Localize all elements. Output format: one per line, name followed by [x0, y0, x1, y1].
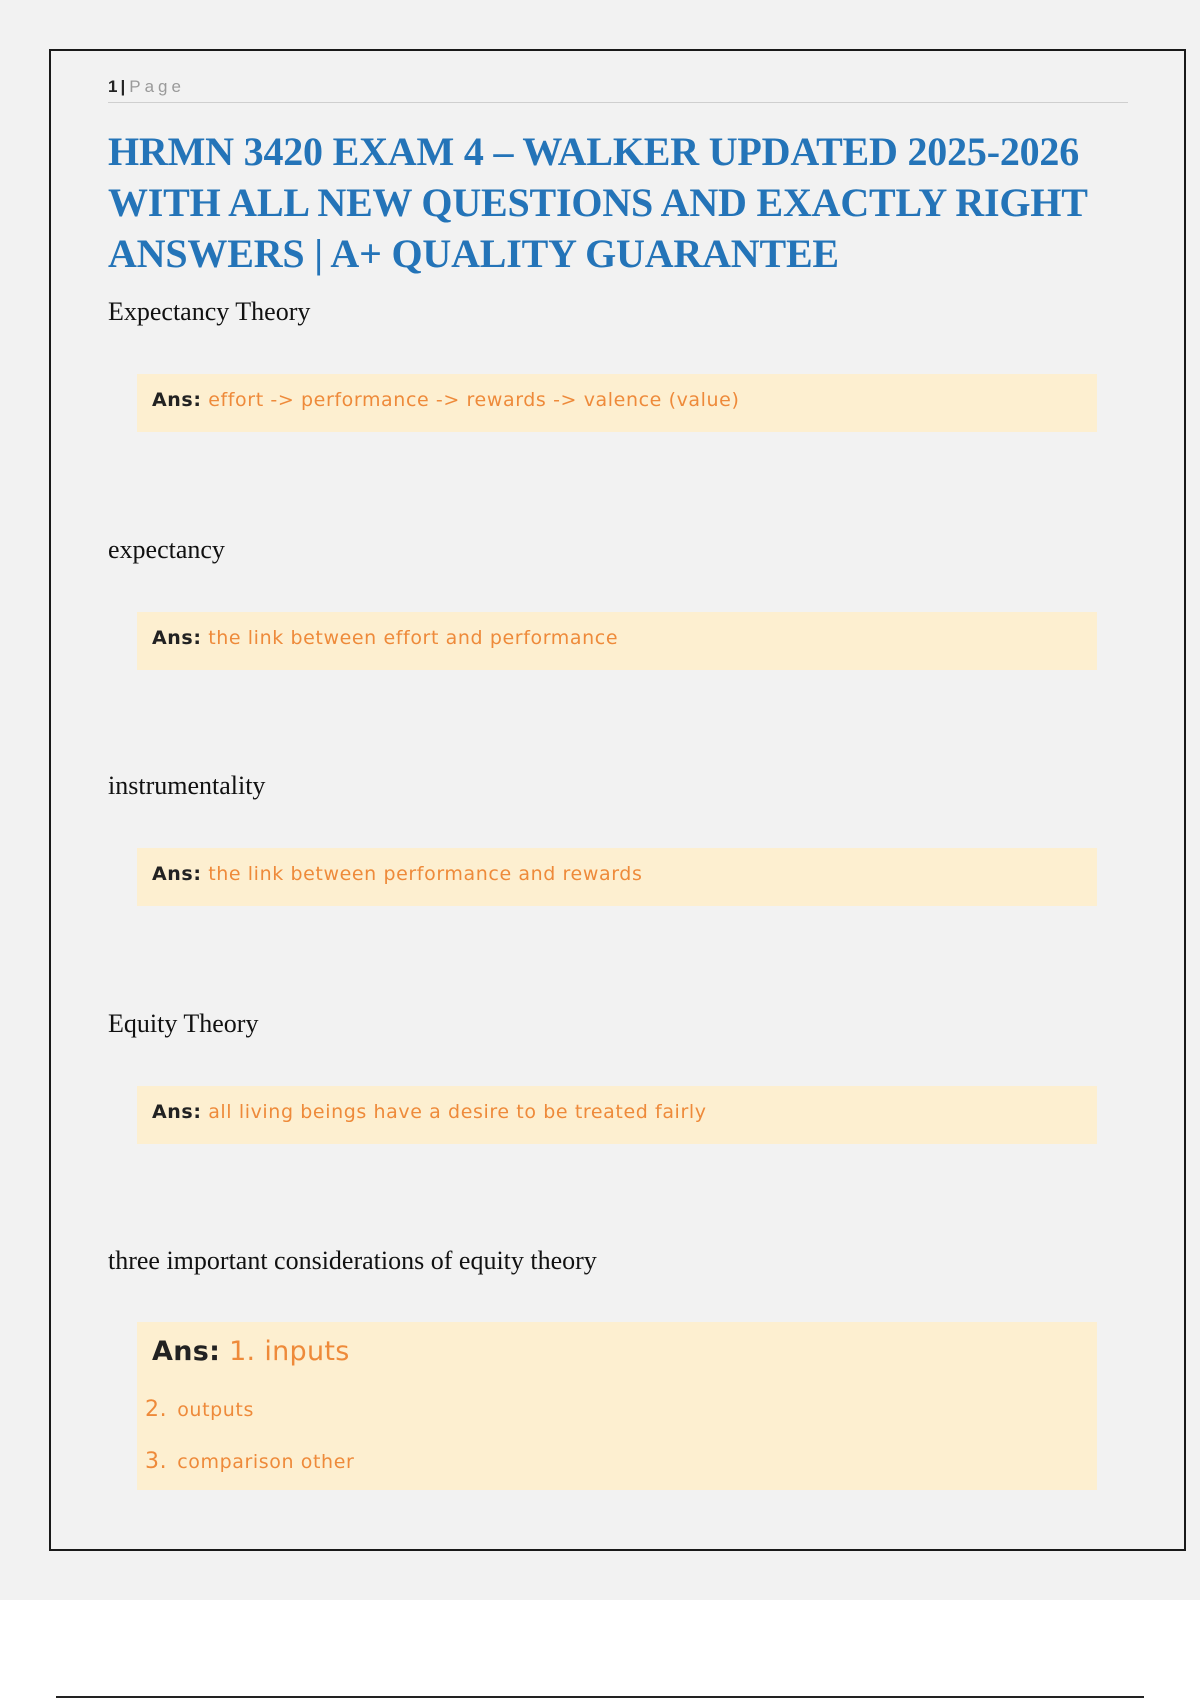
answer-text: the link between effort and performance — [208, 627, 619, 649]
list-number: 1. — [229, 1336, 256, 1367]
page-number: 1 — [108, 77, 118, 96]
answer-text: effort -> performance -> rewards -> valence (value) — [208, 389, 740, 411]
answer-list-item-2 — [145, 1397, 254, 1422]
answer-label: Ans: — [152, 1101, 202, 1123]
answer-box-5 — [137, 1322, 1097, 1490]
list-text: comparison other — [177, 1451, 355, 1473]
list-text: inputs — [264, 1336, 350, 1367]
page-word: Page — [129, 77, 185, 96]
answer-label: Ans: — [152, 863, 202, 885]
answer-list-item-3 — [145, 1449, 354, 1474]
answer-text: the link between performance and rewards — [208, 863, 643, 885]
page-header — [108, 74, 1128, 103]
answer-box-4 — [137, 1086, 1097, 1144]
next-page-rule — [56, 1696, 1144, 1698]
answer-list-item-1 — [229, 1336, 350, 1367]
answer-box-2 — [137, 612, 1097, 670]
document-title: HRMN 3420 EXAM 4 – WALKER UPDATED 2025-2026 WITH ALL NEW QUESTIONS AND EXACTLY RIGHT ANSWERS | A+ QUALITY GUARANTEE — [108, 129, 1087, 276]
question-3: instrumentality — [108, 771, 266, 800]
list-number: 2. — [145, 1397, 168, 1422]
question-4: Equity Theory — [108, 1009, 259, 1038]
question-2: expectancy — [108, 535, 225, 564]
question-5: three important considerations of equity theory — [108, 1246, 597, 1275]
answer-box-1 — [137, 374, 1097, 432]
page-separator: | — [120, 77, 126, 96]
answer-text: all living beings have a desire to be treated fairly — [208, 1101, 707, 1123]
list-number: 3. — [145, 1449, 168, 1474]
answer-label: Ans: — [152, 1336, 221, 1367]
answer-label: Ans: — [152, 389, 202, 411]
question-1: Expectancy Theory — [108, 297, 311, 326]
answer-box-3 — [137, 848, 1097, 906]
list-text: outputs — [177, 1399, 254, 1421]
answer-label: Ans: — [152, 627, 202, 649]
